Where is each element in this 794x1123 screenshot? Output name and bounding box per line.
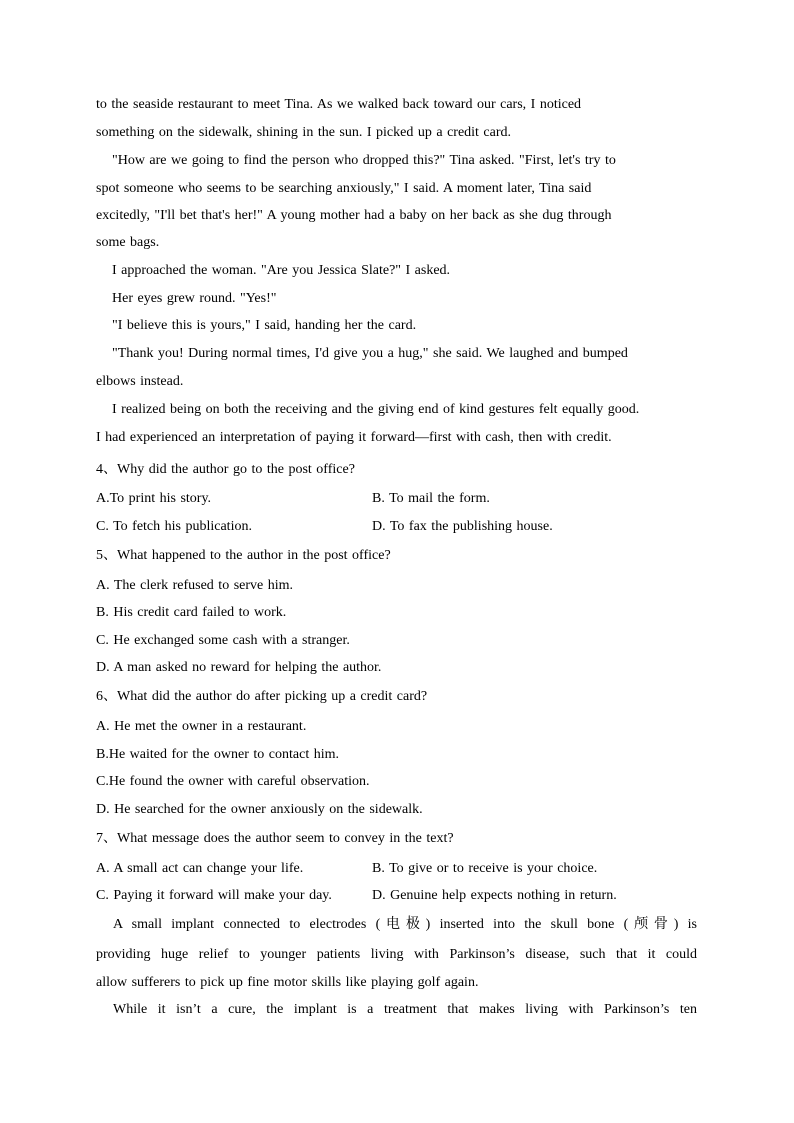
passage-line: Her eyes grew round. "Yes!"	[112, 291, 277, 306]
passage-line: elbows instead.	[96, 374, 184, 389]
passage-line: I approached the woman. "Are you Jessica Slate?" I asked.	[112, 263, 451, 278]
passage-line: spot someone who seems to be searching anxiously," I said. A moment later, Tina said	[96, 181, 592, 196]
passage-line: providing huge relief to younger patients living with Parkinson’s disease, such that it could	[96, 947, 697, 962]
question-text: What did the author do after picking up a credit card?	[117, 689, 428, 704]
passage-line: allow sufferers to pick up fine motor skills like playing golf again.	[96, 975, 479, 990]
option-a: A. A small act can change your life.	[96, 861, 304, 876]
question-number: 4、	[96, 462, 117, 477]
option-a: A. He met the owner in a restaurant.	[96, 719, 307, 734]
question-number: 5、	[96, 548, 117, 563]
passage-line: something on the sidewalk, shining in the sun. I picked up a credit card.	[96, 125, 512, 140]
option-d: D. A man asked no reward for helping the author.	[96, 660, 382, 675]
passage-line: to the seaside restaurant to meet Tina. As we walked back toward our cars, I noticed	[96, 97, 582, 112]
passage-line: "I believe this is yours," I said, handing her the card.	[112, 318, 417, 333]
option-b: B.He waited for the owner to contact him.	[96, 747, 339, 762]
question-stem	[96, 688, 427, 706]
passage-line: "How are we going to find the person who dropped this?" Tina asked. "First, let's try to	[112, 153, 616, 168]
passage-line: I had experienced an interpretation of paying it forward—first with cash, then with credit.	[96, 430, 612, 445]
passage-line: some bags.	[96, 235, 160, 250]
option-c: C.He found the owner with careful observation.	[96, 774, 370, 789]
passage-line: "Thank you! During normal times, I'd give you a hug," she said. We laughed and bumped	[112, 346, 628, 361]
option-d: D. To fax the publishing house.	[372, 519, 553, 534]
option-a: A. The clerk refused to serve him.	[96, 578, 294, 593]
question-stem	[96, 547, 391, 565]
question-stem	[96, 461, 355, 479]
passage-line: I realized being on both the receiving and the giving end of kind gestures felt equally good.	[112, 402, 640, 417]
option-c: C. To fetch his publication.	[96, 519, 252, 534]
passage-line: While it isn’t a cure, the implant is a treatment that makes living with Parkinson’s ten	[113, 1002, 697, 1017]
question-stem	[96, 830, 454, 848]
question-text: What happened to the author in the post office?	[117, 548, 391, 563]
passage-line: excitedly, "I'll bet that's her!" A young mother had a baby on her back as she dug through	[96, 208, 612, 223]
question-text: What message does the author seem to convey in the text?	[117, 831, 454, 846]
option-d: D. He searched for the owner anxiously on the sidewalk.	[96, 802, 423, 817]
question-text: Why did the author go to the post office?	[117, 462, 355, 477]
option-b: B. To give or to receive is your choice.	[372, 861, 598, 876]
option-b: B. His credit card failed to work.	[96, 605, 287, 620]
question-number: 7、	[96, 831, 117, 846]
option-c: C. He exchanged some cash with a stranger.	[96, 633, 350, 648]
option-d: D. Genuine help expects nothing in return.	[372, 888, 617, 903]
option-c: C. Paying it forward will make your day.	[96, 888, 332, 903]
option-b: B. To mail the form.	[372, 491, 490, 506]
passage-line: A small implant connected to electrodes (电极) inserted into the skull bone (颅骨) is	[113, 917, 697, 932]
option-a: A.To print his story.	[96, 491, 212, 506]
question-number: 6、	[96, 689, 117, 704]
